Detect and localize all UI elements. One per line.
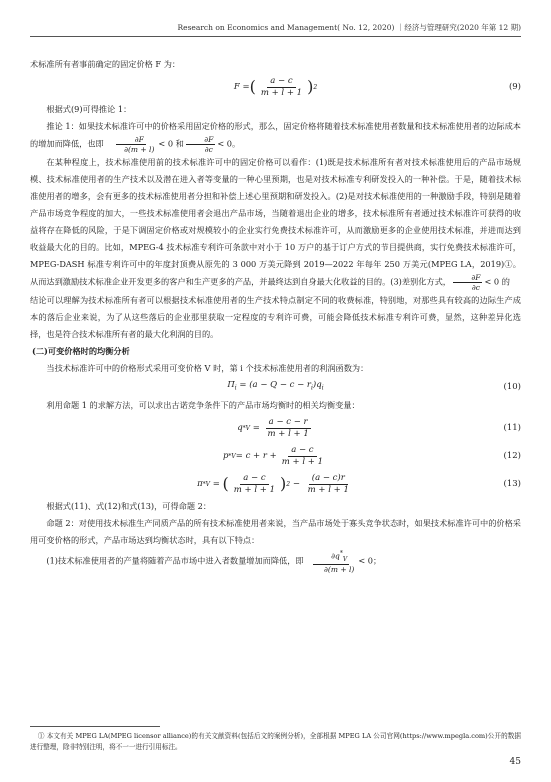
subscript: V (231, 452, 236, 460)
paren-open: ( (222, 474, 229, 493)
rhs-tail: )q (312, 380, 322, 391)
page-number: 45 (509, 757, 521, 767)
inline-fraction (186, 135, 215, 154)
numerator: a − c (240, 473, 268, 485)
paragraph: 当技术标准许可中的价格形式采用可变价格 V 时，第 i 个技术标准使用者的利润函数为： (46, 363, 369, 373)
paren-close: ) (307, 77, 314, 96)
subscript: V (245, 424, 250, 432)
text: 在某种程度上，技术标准使用前的技术标准许可中的固定价格可以看作：(1)既是技术标准所有者对技术标准使用后的产品市场规模、技术标准使用者的生产技术以及潜在进入者等变量的一种心里预期，也是对技术标准专利研发投入的一种补偿。于是，随着技术标准使用者的增多，会有更多的技术标准使用者分担和补偿上述心里预期和研发投入。(2)是对技术标准使用的一种激励手段，特别是随着产品市场竞争程度的加大，一些技术标准使用者会退出产品市场，当随着退出企业的增多，技术标准所有者通过技术标准许可获得的收益将存在降低的风险，于是下调固定价格或对规模较小的企业实行免费技术标准许可，从而激励更多的企业使用技术标准，并进而达到收益最大化的目的。比如，MPEG-4 技术标准专利许可条款中对小于 10 万户的基于订户方式的节目提供商，实行免费技术标准许可，MPEG-DASH 标准专利许可中的年度封顶费从原先的 3 000 万美元降到 2019—2022 年每年 250 万美元(MPEG LA，2019)①。从而达到激励技术标准企业开发更多的客户和生产更多的产品，并最终达到自身最大化收益的目的。(3)差别化方式， (30, 157, 521, 287)
superscript: * (202, 480, 206, 488)
eq-fraction (231, 473, 278, 496)
equation-number: (10) (503, 381, 521, 392)
section-heading: (二)可变价格时的均衡分析 (32, 346, 130, 356)
denominator: m + l + 1 (267, 428, 309, 439)
eq-fraction (265, 417, 312, 440)
minus: − (290, 478, 303, 489)
denominator: ∂(m + l) (124, 145, 155, 154)
subscript: V (205, 480, 211, 488)
text: < 0； (358, 555, 382, 566)
subscript: i (234, 384, 237, 392)
inline-fraction (306, 549, 357, 574)
subscript: i (311, 384, 313, 392)
denominator: m + l + 1 (233, 484, 276, 495)
exponent: 2 (313, 83, 318, 91)
running-head: Research on Economics and Management( No. 12, 2020) ｜经济与管理研究(2020 年第 12 期) (177, 23, 521, 32)
numerator: a − c (288, 445, 316, 457)
exponent: 2 (286, 480, 291, 488)
equation-number: (11) (503, 422, 521, 433)
equation-number: (12) (503, 450, 521, 461)
equation-13 (30, 470, 521, 498)
header-rule (30, 36, 521, 37)
eq-mid: = c + r + (235, 450, 277, 461)
equals: = (250, 422, 263, 433)
paren-close: ) (280, 474, 287, 493)
eq-lhs: p (222, 450, 229, 461)
eq-lhs: π (197, 478, 203, 489)
text: < 0 和 (158, 138, 184, 149)
inline-fraction (453, 273, 482, 292)
superscript: * (228, 452, 232, 460)
equation-9 (30, 73, 521, 101)
paragraph: 利用命题 1 的求解方法，可以求出古诺竞争条件下的产品市场均衡时的相关均衡变量： (46, 400, 360, 410)
eq-fraction (279, 445, 326, 468)
superscript: * (339, 550, 343, 557)
denominator: m + l + 1 (281, 456, 324, 467)
rhs: = (a − Q − c − r (239, 380, 311, 391)
text: < 0。 (217, 138, 241, 149)
corollary-1 (30, 118, 521, 154)
equation-10 (30, 377, 521, 397)
numerator: ∂F (116, 135, 145, 145)
text: < 0 的 (484, 276, 510, 287)
superscript: * (242, 424, 246, 432)
eq-fraction (305, 473, 352, 496)
equation-number: (9) (508, 81, 521, 92)
subscript: i (321, 384, 324, 392)
equals: = (210, 478, 223, 489)
equation-11 (30, 414, 521, 442)
paragraph: 术标准所有者事前确定的固定价格 F 为： (30, 59, 181, 69)
inline-fraction (106, 135, 157, 154)
numerator: a − c (267, 76, 295, 88)
paren-open: ( (249, 77, 256, 96)
eq-fraction (258, 76, 305, 99)
equation-12 (30, 442, 521, 470)
equation-number: (13) (503, 478, 521, 489)
numerator: ∂F (186, 135, 215, 145)
eq-lhs: F = (233, 81, 250, 92)
pi-symbol: Π (227, 380, 235, 391)
footnote-rule (30, 726, 160, 727)
eq-lhs (227, 377, 236, 397)
partial-q: ∂q (331, 551, 340, 561)
subscript: V (342, 556, 348, 563)
paragraph (30, 154, 521, 292)
text: (1)技术标准使用者的产量将随着产品市场中进入者数量增加而降低，即 (46, 555, 304, 566)
denominator: ∂(m + l) (324, 565, 355, 574)
denominator: m + l + 1 (307, 484, 349, 495)
article-body (30, 56, 521, 574)
paragraph: 根据式(9)可得推论 1： (46, 104, 132, 114)
proposition-2: 命题 2：对使用技术标准生产同质产品的所有技术标准使用者来说，当产品市场处于寡头竞争状态时，如果技术标准许可中的价格采用可变价格的形式，产品市场达到均衡状态时，具有以下特点： (30, 518, 521, 545)
numerator (313, 549, 349, 565)
paragraph: 根据式(11)、式(12)和式(13)，可得命题 2： (46, 501, 212, 511)
numerator: ∂F (453, 273, 482, 283)
paragraph: 结论可以理解为技术标准所有者可以根据技术标准使用者的生产技术特点制定不同的收费标准，特别地，对那些具有较高的边际生产成本的落后企业来说，为了从这些落后的企业那里获取一定程度的专利许可费，可能会降低技术标准专利许可费，显然，这种差异化选择，也是符合技术标准所有者的最大化利润的目的。 (30, 295, 521, 339)
eq-rhs (234, 377, 324, 397)
denominator: ∂c (471, 283, 480, 292)
paragraph (30, 549, 521, 574)
eq-lhs: q (237, 422, 243, 433)
denominator: m + l + 1 (260, 87, 303, 98)
numerator: a − c − r (266, 417, 311, 429)
denominator: ∂c (204, 145, 213, 154)
numerator: (a − c)r (309, 473, 348, 485)
footnote: ① 本文有关 MPEG LA(MPEG licensor alliance)的有关文献资料(包括后文的案例分析)，全部根据 MPEG LA 公司官网(https://www.mpegla.com)公开的数据进行整理，除非特别注明，将不一一进行引用标注。 (30, 732, 521, 751)
text: 推论 1：如果技术标准许可中的价格采用固定价格的形式，那么，固定价格将随着技术标准使用者数量和技术标准使用者的边际成本的增加而降低，也即 (30, 121, 521, 149)
